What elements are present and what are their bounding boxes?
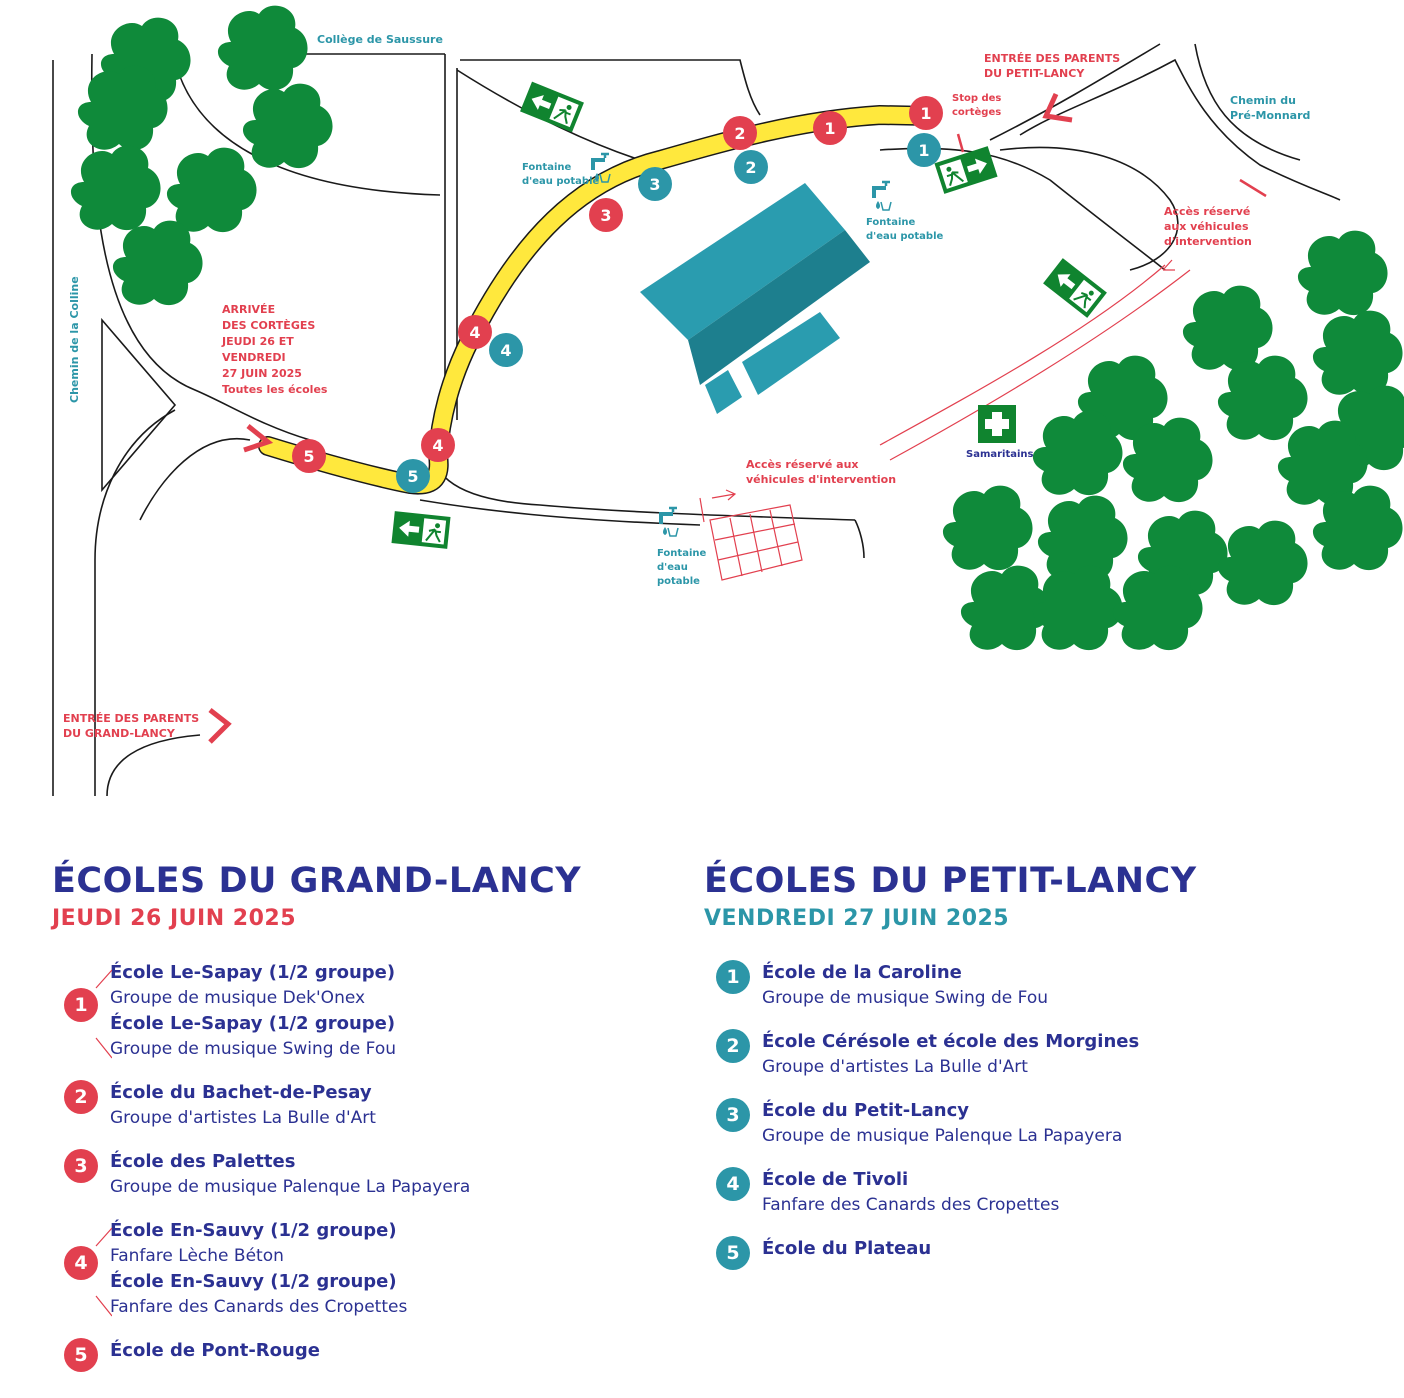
emergency-exit-icon — [520, 82, 584, 133]
tree-icon — [1313, 311, 1403, 395]
red-route-marker — [813, 111, 847, 145]
blue-route-marker — [396, 459, 430, 493]
svg-text:4: 4 — [432, 436, 444, 455]
list-item — [52, 1338, 652, 1366]
red-route-marker — [909, 96, 943, 130]
group-name: Groupe de musique Palenque La Papayera — [110, 1177, 471, 1197]
entrance-grand-lancy-label: ENTRÉE DES PARENTS DU GRAND-LANCY — [63, 712, 200, 740]
legend-title: ÉCOLES DU GRAND-LANCY — [52, 861, 582, 901]
legend-date: VENDREDI 27 JUIN 2025 — [704, 906, 1010, 931]
emergency-exit-icon — [1043, 258, 1107, 318]
entrance-arrow-icon — [210, 710, 228, 742]
stop-label: Stop des cortèges — [952, 93, 1002, 118]
pre-monnard-label: Chemin du Pré-Monnard — [1230, 94, 1311, 122]
red-route-marker — [723, 116, 757, 150]
tree-icon — [1278, 421, 1368, 505]
svg-text:4: 4 — [469, 323, 481, 342]
school-name: École du Bachet-de-Pesay — [110, 1082, 372, 1103]
list-item — [704, 1167, 1354, 1218]
legend-title: ÉCOLES DU PETIT-LANCY — [704, 861, 1197, 901]
tree-icon — [71, 146, 161, 230]
svg-text:2: 2 — [745, 158, 757, 177]
college-label: Collège de Saussure — [317, 33, 443, 46]
school-name: École du Petit-Lancy — [762, 1100, 970, 1121]
building — [640, 183, 870, 414]
tree-icon — [1218, 521, 1308, 605]
school-name: École En-Sauvy (1/2 groupe) — [110, 1220, 397, 1241]
group-name: Groupe de musique Swing de Fou — [762, 988, 1049, 1008]
school-name: École de Tivoli — [762, 1169, 909, 1190]
entrance-petit-lancy-label: ENTRÉE DES PARENTS DU PETIT-LANCY — [984, 52, 1121, 80]
list-item — [704, 1098, 1354, 1149]
group-name: Fanfare Lèche Béton — [110, 1246, 284, 1266]
list-item — [52, 960, 652, 1062]
number-badge: 2 — [64, 1080, 98, 1114]
tree-icon — [1033, 411, 1123, 495]
number-badge: 1 — [64, 988, 98, 1022]
samaritains-label: Samaritains — [966, 449, 1034, 460]
fountain-label: Fontaine d'eau potable — [866, 217, 944, 242]
number-badge: 2 — [716, 1029, 750, 1063]
school-name: École du Plateau — [762, 1238, 932, 1259]
red-route-marker — [421, 428, 455, 462]
blue-route-marker — [734, 150, 768, 184]
number-badge: 4 — [64, 1246, 98, 1280]
fountain-label: Fontaine d'eau potable — [522, 162, 600, 187]
tribune — [700, 490, 802, 580]
number-badge: 3 — [64, 1149, 98, 1183]
fountain-label: Fontaine d'eau potable — [657, 548, 707, 587]
school-name: École Le-Sapay (1/2 groupe) — [110, 962, 396, 983]
school-name: École Cérésole et école des Morgines — [762, 1031, 1140, 1052]
tree-icon — [1298, 231, 1388, 315]
red-route-marker — [458, 315, 492, 349]
school-name: École de la Caroline — [762, 962, 962, 983]
number-badge: 3 — [716, 1098, 750, 1132]
tree-icon — [1033, 566, 1123, 650]
tree-icon — [1183, 286, 1273, 370]
list-item — [704, 1236, 1354, 1264]
svg-text:5: 5 — [407, 467, 419, 486]
list-item — [704, 1029, 1354, 1080]
svg-text:1: 1 — [920, 104, 932, 123]
svg-text:5: 5 — [303, 447, 315, 466]
svg-text:4: 4 — [500, 341, 512, 360]
list-item — [52, 1080, 652, 1131]
red-route-marker — [589, 198, 623, 232]
arrival-label: ARRIVÉE DES CORTÈGES JEUDI 26 ET VENDREDI 27 JUIN 2025 Toutes les écoles — [222, 303, 328, 396]
tree-icon — [113, 221, 203, 305]
number-badge: 1 — [716, 960, 750, 994]
access-label: Accès réservé aux véhicules d'intervention — [746, 458, 897, 486]
tree-icon — [167, 148, 257, 232]
blue-route-marker — [907, 133, 941, 167]
emergency-exit-icon — [934, 146, 997, 194]
route-markers — [292, 96, 943, 493]
number-badge: 5 — [64, 1338, 98, 1372]
group-name: Groupe d'artistes La Bulle d'Art — [110, 1108, 376, 1128]
water-fountain-icon — [872, 182, 891, 210]
group-name: Groupe d'artistes La Bulle d'Art — [762, 1057, 1028, 1077]
legend-grand-lancy — [52, 858, 652, 1381]
access-label: Accès réservé aux véhicules d'intervention — [1164, 205, 1252, 248]
school-name: École Le-Sapay (1/2 groupe) — [110, 1013, 396, 1034]
legend-date: JEUDI 26 JUIN 2025 — [52, 906, 296, 931]
tree-icon — [218, 6, 308, 90]
school-name: École des Palettes — [110, 1151, 296, 1172]
colline-label: Chemin de la Colline — [68, 276, 81, 403]
group-name: Fanfare des Canards des Cropettes — [762, 1195, 1060, 1215]
red-route-marker — [292, 439, 326, 473]
number-badge: 4 — [716, 1167, 750, 1201]
group-name: Groupe de musique Palenque La Papayera — [762, 1126, 1123, 1146]
list-item — [52, 1218, 652, 1320]
svg-text:2: 2 — [734, 124, 746, 143]
svg-text:3: 3 — [600, 206, 612, 225]
school-name: École de Pont-Rouge — [110, 1340, 320, 1361]
group-name: Fanfare des Canards des Cropettes — [110, 1297, 408, 1317]
list-item — [52, 1149, 652, 1200]
svg-text:1: 1 — [918, 141, 930, 160]
group-name: Groupe de musique Swing de Fou — [110, 1039, 397, 1059]
school-name: École En-Sauvy (1/2 groupe) — [110, 1271, 397, 1292]
emergency-exit-icon — [391, 511, 450, 549]
first-aid-icon — [978, 405, 1016, 443]
number-badge: 5 — [716, 1236, 750, 1270]
list-item — [704, 960, 1354, 1011]
tree-icon — [243, 84, 333, 168]
water-fountain-icon — [659, 508, 678, 536]
tree-icon — [1113, 566, 1203, 650]
svg-text:3: 3 — [649, 175, 661, 194]
tree-icon — [943, 486, 1033, 570]
svg-text:1: 1 — [824, 119, 836, 138]
blue-route-marker — [489, 333, 523, 367]
legend-petit-lancy — [704, 858, 1354, 1279]
group-name: Groupe de musique Dek'Onex — [110, 988, 366, 1008]
blue-route-marker — [638, 167, 672, 201]
